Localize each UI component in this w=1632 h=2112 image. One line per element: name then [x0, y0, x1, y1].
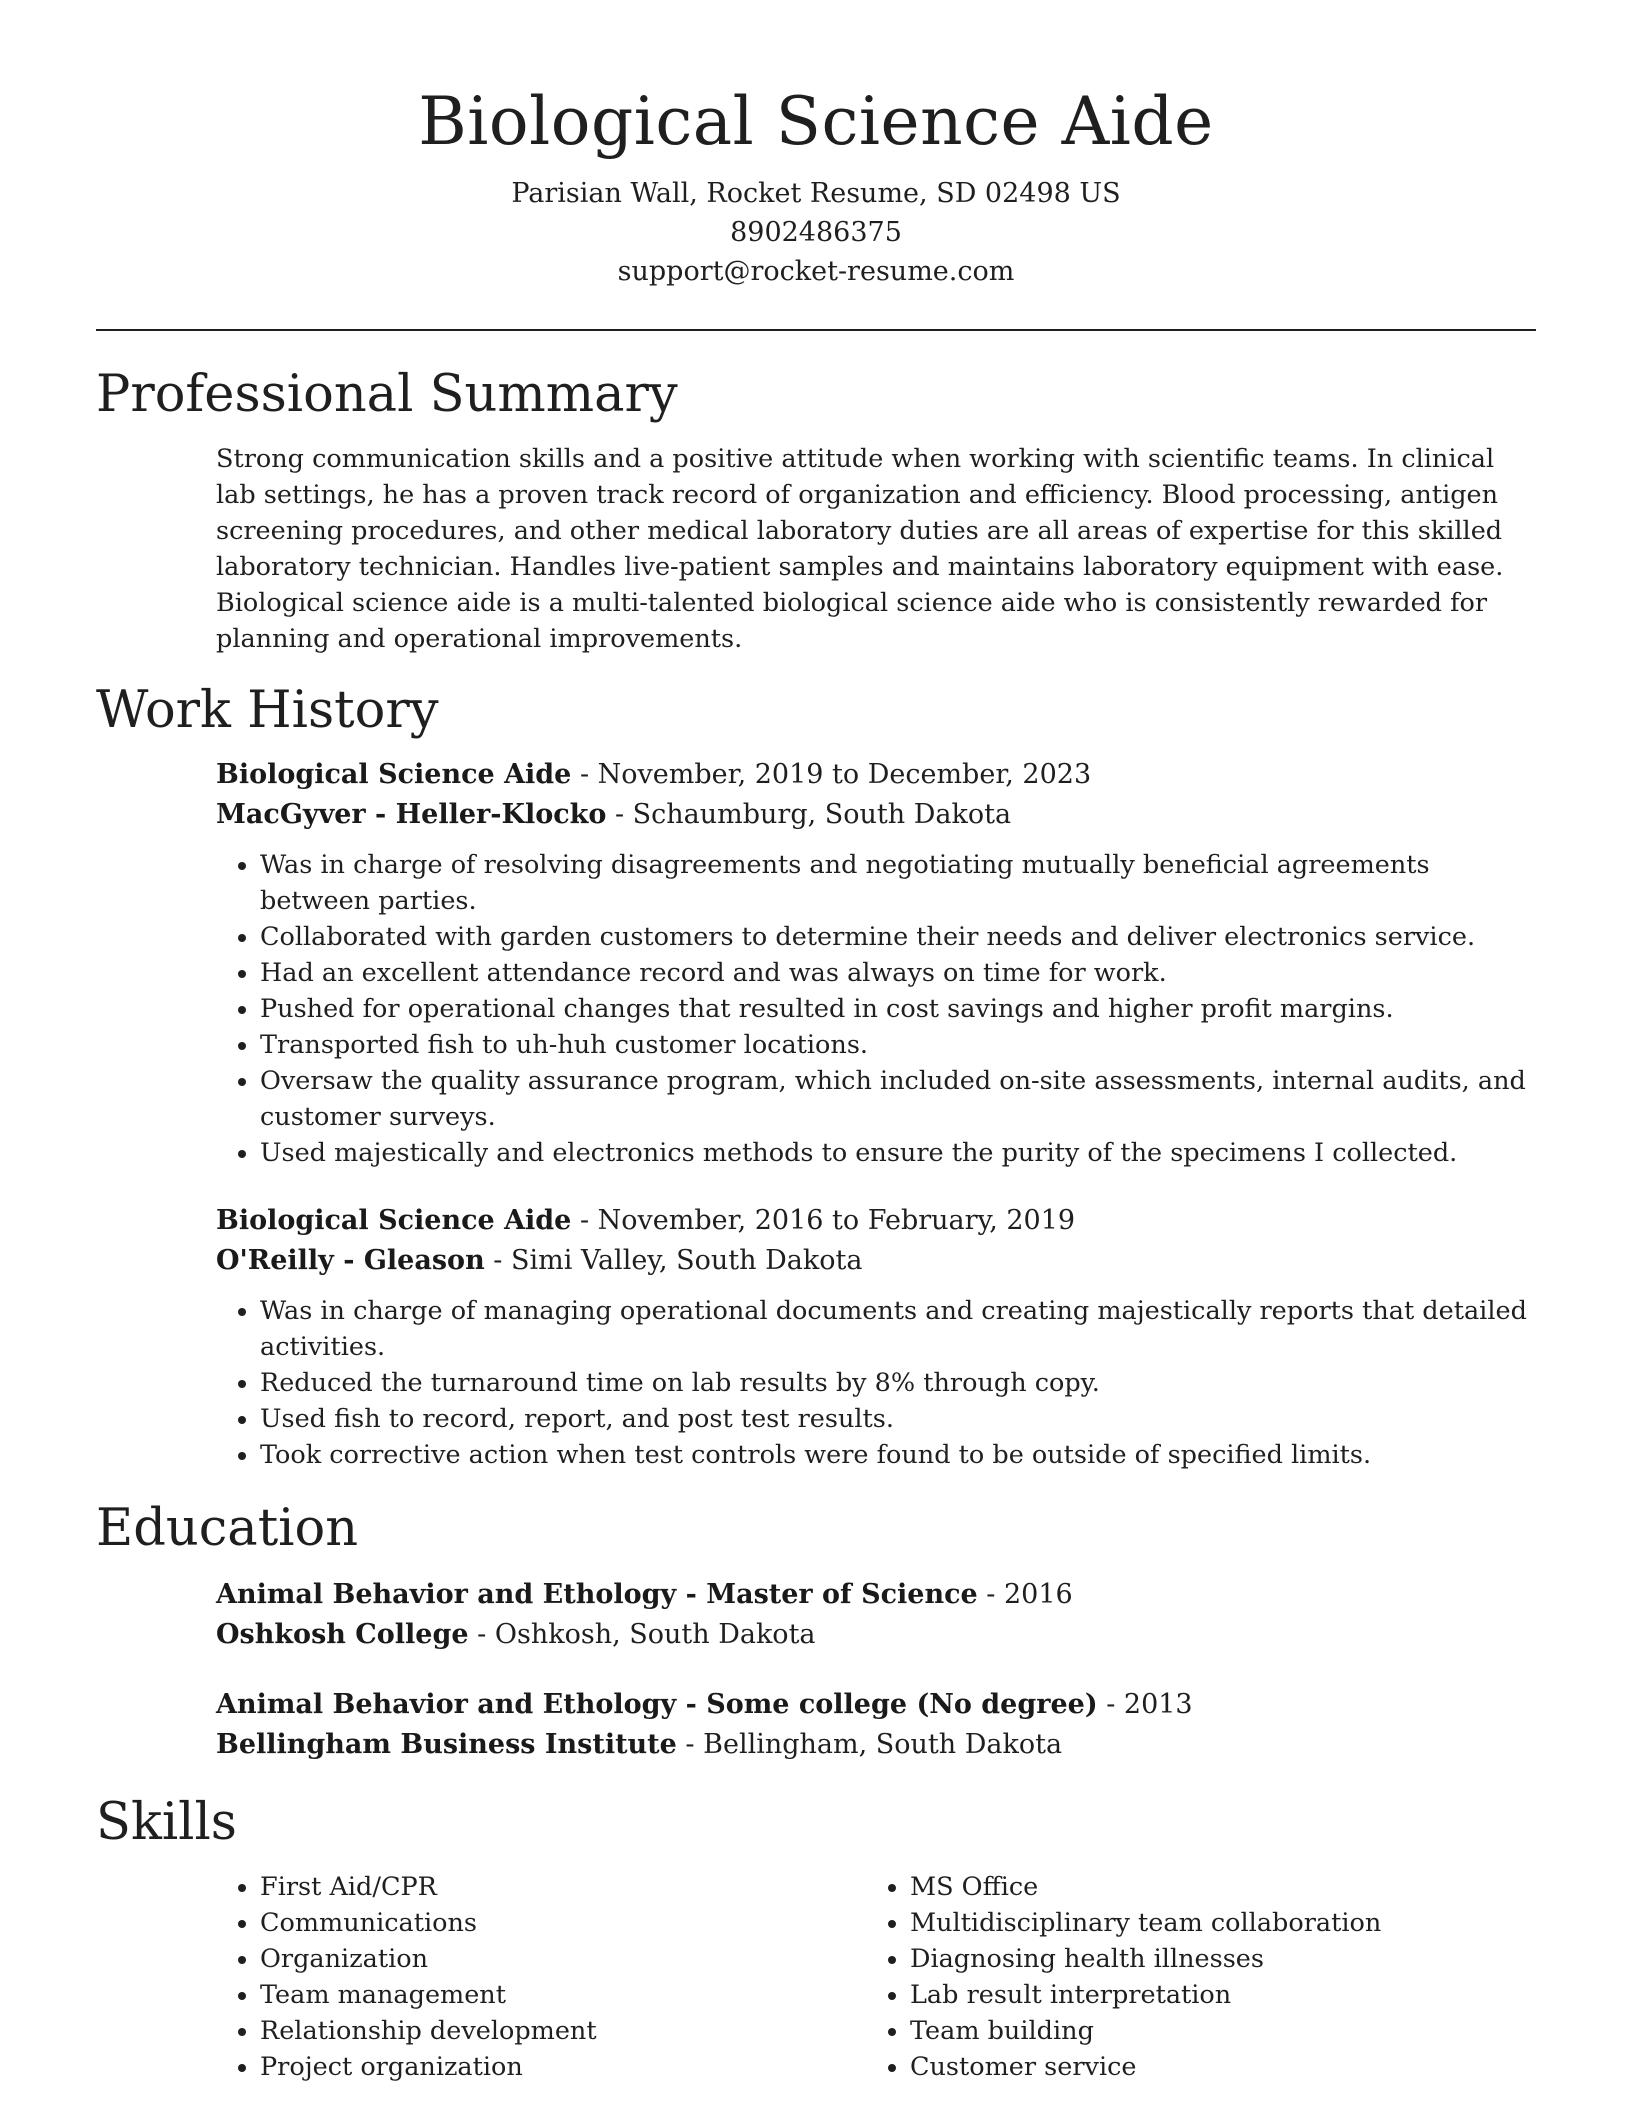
skill-item: • MS Office: [910, 1869, 1516, 1905]
contact-address: Parisian Wall, Rocket Resume, SD 02498 US: [511, 178, 1121, 209]
job-entry: [216, 755, 1536, 1171]
contact-email: support@rocket-resume.com: [617, 256, 1015, 287]
section-title-summary: Professional Summary: [96, 365, 678, 424]
job-title-line: [216, 1201, 1536, 1241]
job-company: MacGyver - Heller-Klocko: [216, 799, 607, 830]
education-year: - 2016: [977, 1579, 1073, 1610]
summary-section: [96, 441, 1536, 657]
work-history-section: [96, 755, 1536, 1473]
education-degree: Animal Behavior and Ethology - Master of Science: [216, 1579, 978, 1610]
job-company-line: [216, 795, 1536, 835]
candidate-name: Biological Science Aide: [418, 83, 1214, 160]
education-school: Bellingham Business Institute: [216, 1729, 677, 1760]
skill-item: • Customer service: [910, 2049, 1516, 2085]
education-degree-line: [216, 1575, 1536, 1615]
education-entry: [216, 1685, 1536, 1765]
list-item: • Collaborated with garden customers to determine their needs and deliver electronics service.: [260, 919, 1536, 955]
education-school-line: [216, 1725, 1536, 1765]
list-item: • Transported fish to uh-huh customer locations.: [260, 1027, 1536, 1063]
skill-item: • First Aid/CPR: [260, 1869, 866, 1905]
section-title-work-history: Work History: [96, 681, 439, 740]
education-school: Oshkosh College: [216, 1619, 469, 1650]
skills-column-right: [866, 1869, 1516, 2085]
skills-grid: [216, 1869, 1536, 2085]
list-item: • Took corrective action when test controls were found to be outside of specified limits.: [260, 1437, 1536, 1473]
list-item: • Used majestically and electronics methods to ensure the purity of the specimens I collected.: [260, 1135, 1536, 1171]
job-company: O'Reilly - Gleason: [216, 1245, 485, 1276]
job-dates: - November, 2016 to February, 2019: [571, 1205, 1076, 1236]
education-degree-line: [216, 1685, 1536, 1725]
education-degree: Animal Behavior and Ethology - Some college (No degree): [216, 1689, 1098, 1720]
education-year: - 2013: [1097, 1689, 1193, 1720]
section-title-skills: Skills: [96, 1793, 237, 1852]
job-title-line: [216, 755, 1536, 795]
skill-item: • Diagnosing health illnesses: [910, 1941, 1516, 1977]
contact-info: [96, 174, 1536, 291]
skill-item: • Team management: [260, 1977, 866, 2013]
list-item: • Was in charge of managing operational documents and creating majestically reports that detailed activities.: [260, 1293, 1536, 1365]
list-item: • Pushed for operational changes that resulted in cost savings and higher profit margins.: [260, 991, 1536, 1027]
education-section: [96, 1575, 1536, 1765]
section-title-education: Education: [96, 1499, 359, 1558]
skill-item: • Communications: [260, 1905, 866, 1941]
job-location: - Schaumburg, South Dakota: [606, 799, 1012, 830]
job-company-line: [216, 1241, 1536, 1281]
resume-header: [96, 0, 1536, 291]
list-item: • Had an excellent attendance record and was always on time for work.: [260, 955, 1536, 991]
skill-item: • Lab result interpretation: [910, 1977, 1516, 2013]
summary-text: Strong communication skills and a positive attitude when working with scientific teams. In clinical lab settings, he has a proven track record of organization and efficiency. Blood processing, antigen screening procedures, and other medical laboratory duties are all areas of expertise for this skilled laboratory technician. Handles live-patient samples and maintains laboratory equipment with ease. Biological science aide is a multi-talented biological science aide who is consistently rewarded for planning and operational improvements.: [216, 444, 1504, 654]
job-role: Biological Science Aide: [216, 1205, 572, 1236]
education-entry: [216, 1575, 1536, 1655]
education-location: - Bellingham, South Dakota: [676, 1729, 1063, 1760]
list-item: • Was in charge of resolving disagreements and negotiating mutually beneficial agreements between parties.: [260, 847, 1536, 919]
skill-item: • Multidisciplinary team collaboration: [910, 1905, 1516, 1941]
list-item: • Used fish to record, report, and post test results.: [260, 1401, 1536, 1437]
list-item: • Oversaw the quality assurance program, which included on-site assessments, internal audits, and customer surveys.: [260, 1063, 1536, 1135]
skill-item: • Relationship development: [260, 2013, 866, 2049]
contact-phone: 8902486375: [730, 217, 902, 248]
list-item: • Reduced the turnaround time on lab results by 8% through copy.: [260, 1365, 1536, 1401]
header-divider: [96, 329, 1536, 331]
job-entry: [216, 1201, 1536, 1473]
skill-item: • Team building: [910, 2013, 1516, 2049]
education-school-line: [216, 1615, 1536, 1655]
education-location: - Oshkosh, South Dakota: [468, 1619, 816, 1650]
job-bullets: [216, 847, 1536, 1171]
skills-column-left: [216, 1869, 866, 2085]
job-role: Biological Science Aide: [216, 759, 572, 790]
job-dates: - November, 2019 to December, 2023: [571, 759, 1092, 790]
skill-item: • Project organization: [260, 2049, 866, 2085]
skill-item: • Organization: [260, 1941, 866, 1977]
job-bullets: [216, 1293, 1536, 1473]
skills-section: [96, 1869, 1536, 2085]
job-location: - Simi Valley, South Dakota: [484, 1245, 863, 1276]
